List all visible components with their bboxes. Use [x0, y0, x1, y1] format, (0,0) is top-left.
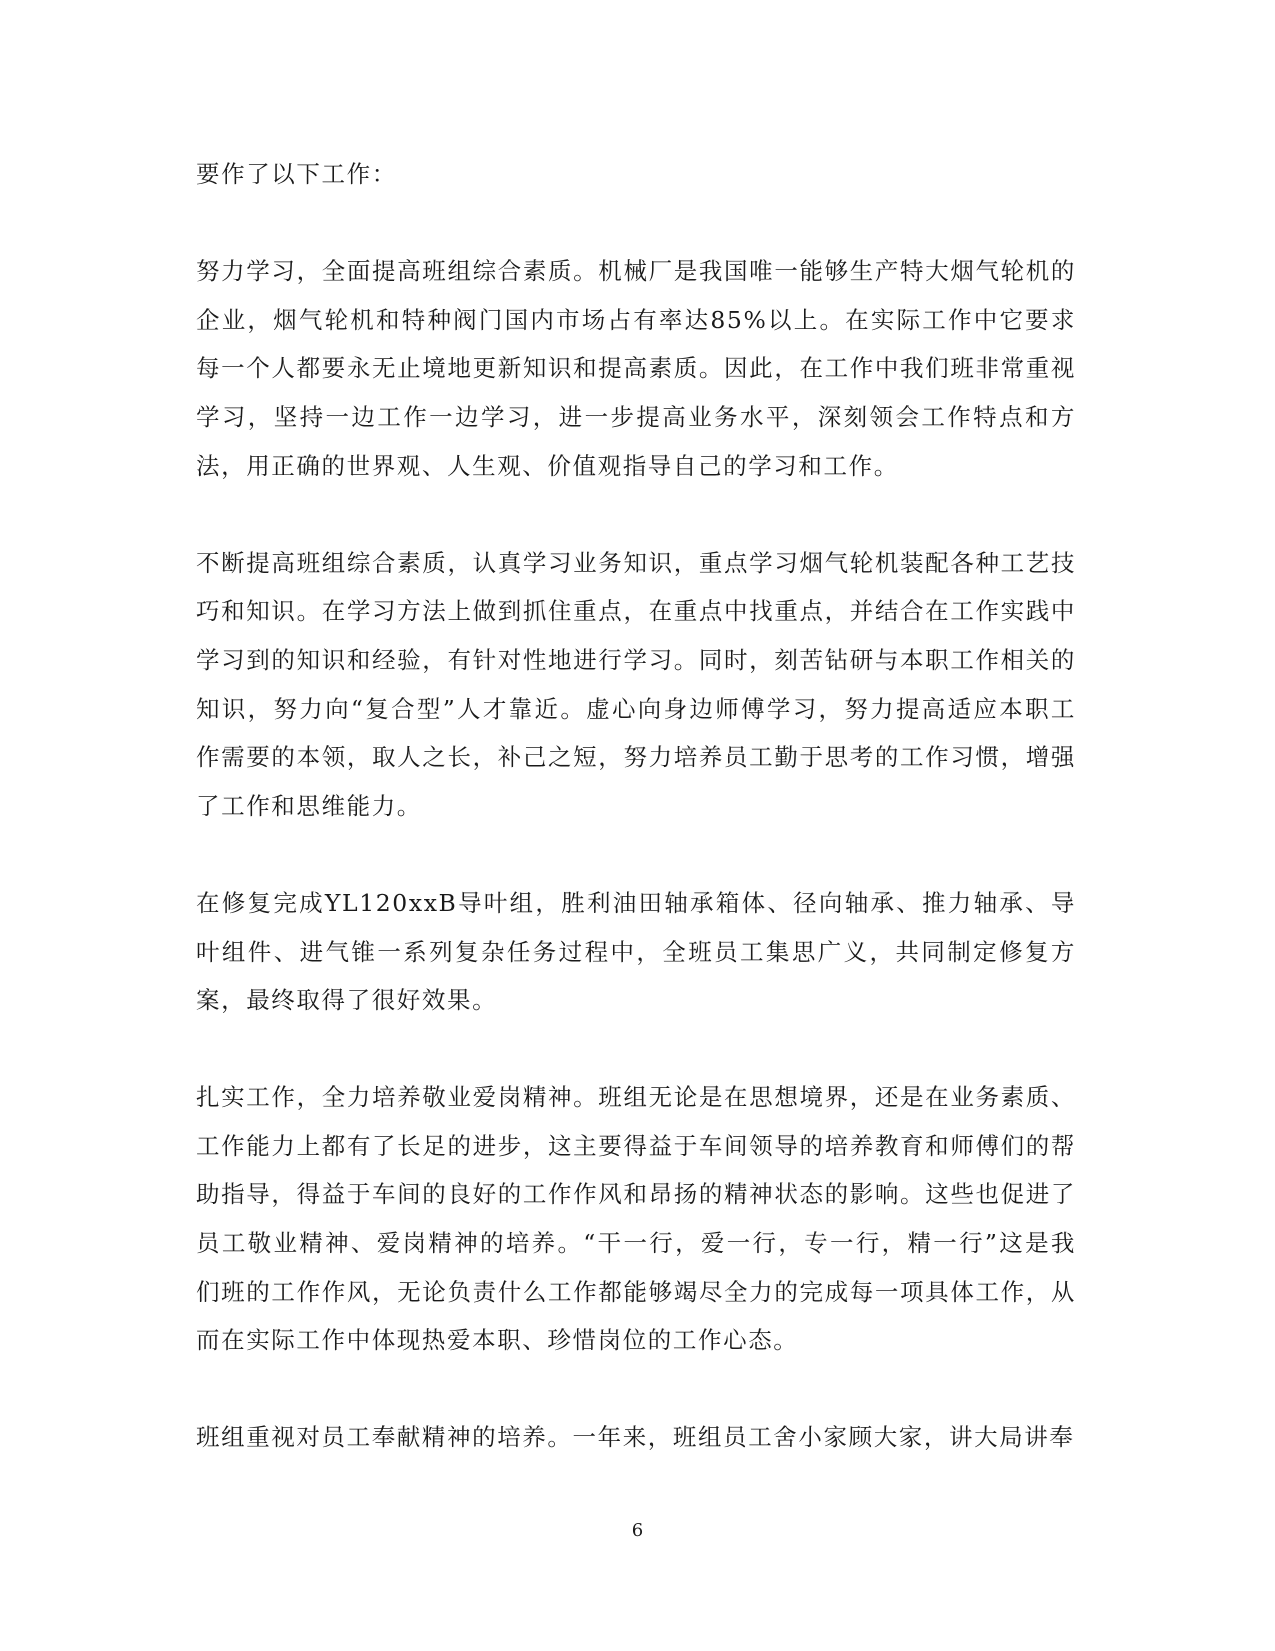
page-number: 6 [631, 1520, 644, 1541]
paragraph-dedication: 扎实工作，全力培养敬业爱岗精神。班组无论是在思想境界，还是在业务素质、工作能力上都有了长足的进步，这主要得益于车间领导的培养教育和师傅们的帮助指导，得益于车间的良好的工作作风和昂扬的精神状态的影响。这些也促进了员工敬业精神、爱岗精神的培养。“干一行，爱一行，专一行，精一行”这是我们班的工作作风，无论负责什么工作都能够竭尽全力的完成每一项具体工作，从而在实际工作中体现热爱本职、珍惜岗位的工作心态。 [196, 1083, 1076, 1355]
paragraph-repair: 在修复完成YL120xxB导叶组，胜利油田轴承箱体、径向轴承、推力轴承、导叶组件、进气锥一系列复杂任务过程中，全班员工集思广义，共同制定修复方案，最终取得了很好效果。 [196, 888, 1076, 1015]
document-body [196, 150, 1076, 1462]
paragraph-intro: 要作了以下工作： [196, 160, 397, 188]
paragraph-study: 努力学习，全面提高班组综合素质。机械厂是我国唯一能够生产特大烟气轮机的企业，烟气轮机和特种阀门国内市场占有率达85%以上。在实际工作中它要求每一个人都要永无止境地更新知识和提高素质。因此，在工作中我们班非常重视学习，坚持一边工作一边学习，进一步提高业务水平，深刻领会工作特点和方法，用正确的世界观、人生观、价值观指导自己的学习和工作。 [196, 257, 1076, 480]
paragraph-contribution: 班组重视对员工奉献精神的培养。一年来，班组员工舍小家顾大家，讲大局讲奉 [196, 1423, 1075, 1452]
paragraph-quality: 不断提高班组综合素质，认真学习业务知识，重点学习烟气轮机装配各种工艺技巧和知识。在学习方法上做到抓住重点，在重点中找重点，并结合在工作实践中学习到的知识和经验，有针对性地进行学习。同时，刻苦钻研与本职工作相关的知识，努力向“复合型”人才靠近。虚心向身边师傅学习，努力提高适应本职工作需要的本领，取人之长，补己之短，努力培养员工勤于思考的工作习惯，增强了工作和思维能力。 [196, 548, 1076, 820]
